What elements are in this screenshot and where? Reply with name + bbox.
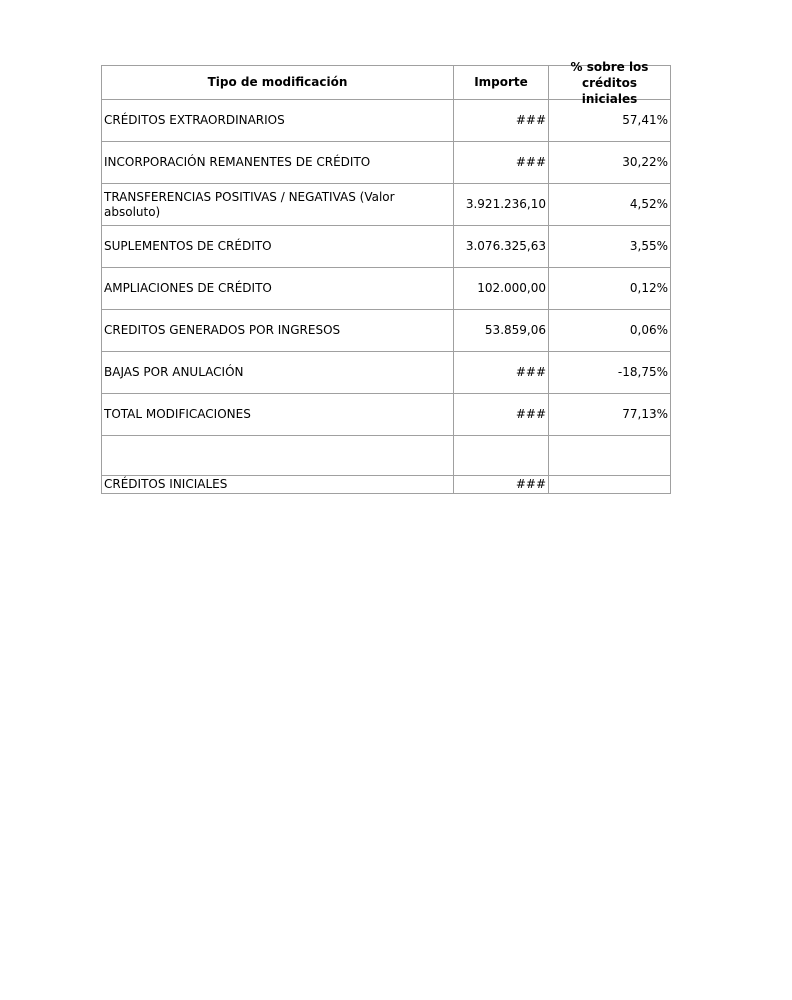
header-importe: Importe <box>454 66 549 100</box>
row-pct: 77,13% <box>549 394 671 436</box>
row-pct: 30,22% <box>549 142 671 184</box>
header-pct-creditos-iniciales <box>549 59 671 106</box>
table-row <box>102 268 671 310</box>
table-header-row <box>102 66 671 100</box>
row-importe: ### <box>454 476 549 494</box>
row-pct: 0,12% <box>549 268 671 310</box>
header-tipo-de-modificacion: Tipo de modificación <box>102 66 454 100</box>
row-label: INCORPORACIÓN REMANENTES DE CRÉDITO <box>102 142 454 184</box>
table-row <box>102 352 671 394</box>
row-label: SUPLEMENTOS DE CRÉDITO <box>102 226 454 268</box>
row-importe: 3.076.325,63 <box>454 226 549 268</box>
row-label: TRANSFERENCIAS POSITIVAS / NEGATIVAS (Valor absoluto) <box>102 184 454 226</box>
row-importe: ### <box>454 142 549 184</box>
row-label: TOTAL MODIFICACIONES <box>102 394 454 436</box>
row-pct: 4,52% <box>549 184 671 226</box>
row-importe: ### <box>454 394 549 436</box>
row-pct <box>549 436 671 476</box>
row-importe: ### <box>454 100 549 142</box>
table-row <box>102 476 671 494</box>
header-pct-overflow-text: % sobre los créditos iniciales <box>570 59 649 106</box>
modifications-table <box>101 59 671 494</box>
table-row <box>102 226 671 268</box>
table-row <box>102 142 671 184</box>
row-label: CRÉDITOS INICIALES <box>102 476 454 494</box>
row-importe: ### <box>454 352 549 394</box>
table-row-empty <box>102 436 671 476</box>
row-label: CRÉDITOS EXTRAORDINARIOS <box>102 100 454 142</box>
row-pct: 57,41% <box>549 100 671 142</box>
table-row <box>102 394 671 436</box>
row-label <box>102 436 454 476</box>
table-row <box>102 310 671 352</box>
row-pct: -18,75% <box>549 352 671 394</box>
row-importe <box>454 436 549 476</box>
row-importe: 102.000,00 <box>454 268 549 310</box>
row-pct: 3,55% <box>549 226 671 268</box>
row-pct <box>549 476 671 494</box>
row-label: AMPLIACIONES DE CRÉDITO <box>102 268 454 310</box>
row-pct: 0,06% <box>549 310 671 352</box>
row-label: CREDITOS GENERADOS POR INGRESOS <box>102 310 454 352</box>
row-importe: 3.921.236,10 <box>454 184 549 226</box>
table-row <box>102 184 671 226</box>
row-label: BAJAS POR ANULACIÓN <box>102 352 454 394</box>
row-importe: 53.859,06 <box>454 310 549 352</box>
